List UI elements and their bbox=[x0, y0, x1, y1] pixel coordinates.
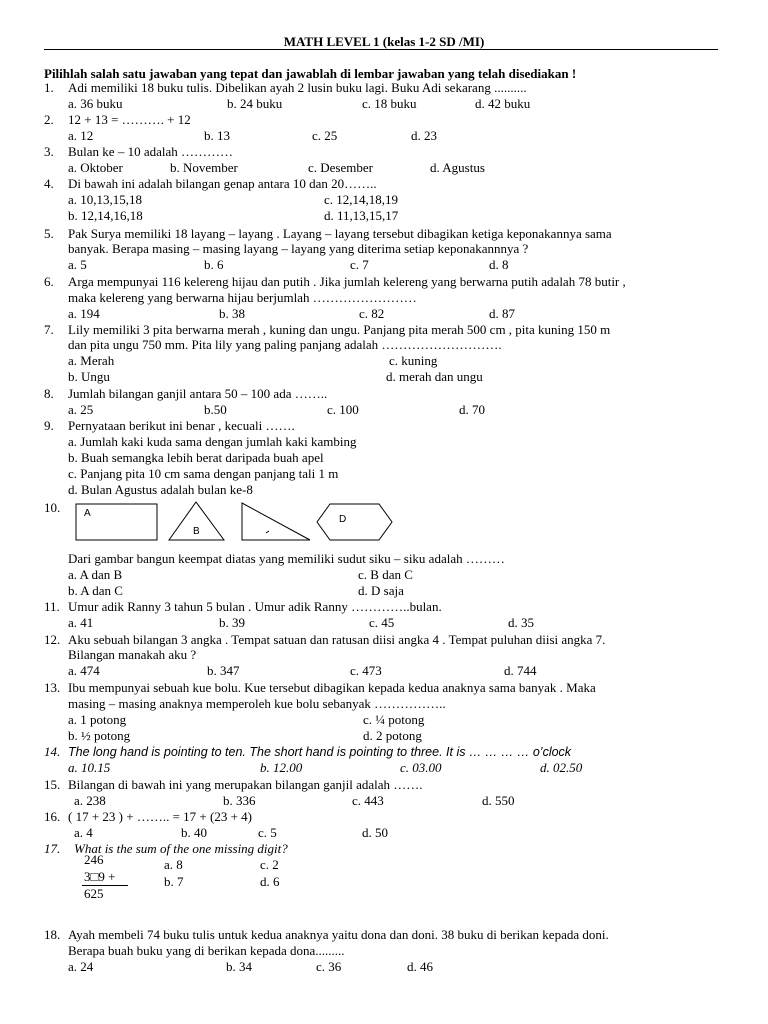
shape-label-a: A bbox=[84, 508, 91, 519]
option-c: c. 03.00 bbox=[400, 760, 442, 775]
option-a: a. Jumlah kaki kuda sama dengan jumlah kaki kambing bbox=[68, 434, 357, 449]
question-number: 16. bbox=[44, 809, 61, 824]
question-number: 11. bbox=[44, 599, 60, 614]
option-c: c. 7 bbox=[350, 257, 369, 272]
option-d: d. 744 bbox=[504, 663, 537, 678]
option-d: d. 550 bbox=[482, 793, 515, 808]
question-number: 12. bbox=[44, 632, 61, 647]
option-a: a. 12 bbox=[68, 128, 94, 143]
option-a: a. 10.15 bbox=[68, 760, 111, 775]
question-text: Dari gambar bangun keempat diatas yang memiliki sudut siku – siku adalah ……… bbox=[68, 551, 505, 566]
question-text: Arga mempunyai 116 kelereng hijau dan putih . Jika jumlah kelereng yang berwarna putih adalah 78 butir , bbox=[68, 274, 626, 289]
option-b: b. 12.00 bbox=[260, 760, 303, 775]
option-a: a. Merah bbox=[68, 353, 115, 368]
option-d: d. 8 bbox=[489, 257, 509, 272]
option-c: c. 82 bbox=[359, 306, 385, 321]
option-d: d. 2 potong bbox=[363, 728, 422, 743]
option-b: b. 38 bbox=[219, 306, 245, 321]
option-a: a. 1 potong bbox=[68, 712, 127, 727]
option-b: b. 347 bbox=[207, 663, 240, 678]
right-triangle-shape-c bbox=[242, 503, 310, 540]
option-a: a. 238 bbox=[74, 793, 106, 808]
question-text: Pernyataan berikut ini benar , kecuali ……. bbox=[68, 418, 295, 433]
question-number: 17. bbox=[44, 841, 61, 856]
option-c: c. Desember bbox=[308, 160, 373, 175]
option-d: d. 70 bbox=[459, 402, 485, 417]
question-text: Aku sebuah bilangan 3 angka . Tempat satuan dan ratusan diisi angka 4 . Tempat puluhan diisi angka 7. bbox=[68, 632, 606, 647]
option-d: d. 11,13,15,17 bbox=[324, 208, 399, 223]
question-number: 4. bbox=[44, 176, 54, 191]
question-number: 18. bbox=[44, 927, 61, 942]
question-text-cont: maka kelereng yang berwarna hijau berjumlah …………………… bbox=[68, 290, 417, 305]
question-text: Pak Surya memiliki 18 layang – layang . Layang – layang tersebut dibagikan ketiga keponakannya sama bbox=[68, 226, 612, 241]
option-b: b. 336 bbox=[223, 793, 256, 808]
option-a: a. 36 buku bbox=[68, 96, 123, 111]
option-c: c. B dan C bbox=[358, 567, 413, 582]
option-c: c. kuning bbox=[389, 353, 438, 368]
option-c: c. 2 bbox=[260, 857, 279, 872]
option-b: b. 13 bbox=[204, 128, 230, 143]
question-text-cont: Bilangan manakah aku ? bbox=[68, 647, 197, 662]
question-text: Umur adik Ranny 3 tahun 5 bulan . Umur adik Ranny …………..bulan. bbox=[68, 599, 442, 614]
option-b: b. 39 bbox=[219, 615, 245, 630]
option-b: b. 6 bbox=[204, 257, 224, 272]
question-number: 14. bbox=[44, 744, 61, 759]
question-text: What is the sum of the one missing digit? bbox=[74, 841, 288, 856]
option-c: c. Panjang pita 10 cm sama dengan panjang tali 1 m bbox=[68, 466, 339, 481]
option-b: b. A dan C bbox=[68, 583, 123, 598]
option-d: d. 6 bbox=[260, 874, 280, 889]
option-b: b. 12,14,16,18 bbox=[68, 208, 143, 223]
question-text: The long hand is pointing to ten. The short hand is pointing to three. It is … … … … o’clock bbox=[68, 745, 572, 759]
option-b: b. 7 bbox=[164, 874, 184, 889]
question-text: Ayah membeli 74 buku tulis untuk kedua anaknya yaitu dona dan doni. 38 buku di berikan kepada doni. bbox=[68, 927, 609, 942]
option-b: b.50 bbox=[204, 402, 227, 417]
question-text: Adi memiliki 18 buku tulis. Dibelikan ayah 2 lusin buku lagi. Buku Adi sekarang .......... bbox=[68, 80, 527, 95]
option-b: b. 34 bbox=[226, 959, 252, 974]
question-number: 9. bbox=[44, 418, 54, 433]
option-c: c. 443 bbox=[352, 793, 384, 808]
option-d: d. D saja bbox=[358, 583, 404, 598]
question-number: 15. bbox=[44, 777, 61, 792]
question-text: Bulan ke – 10 adalah ………… bbox=[68, 144, 233, 159]
option-d: d. 23 bbox=[411, 128, 437, 143]
option-d: d. 42 buku bbox=[475, 96, 531, 111]
option-c: c. ¼ potong bbox=[363, 712, 425, 727]
question-text-cont: masing – masing anaknya memperoleh kue bolu sebanyak …………….. bbox=[68, 696, 446, 711]
option-a: a. 41 bbox=[68, 615, 94, 630]
option-c: c. 18 buku bbox=[362, 96, 417, 111]
hexagon-shape-d bbox=[317, 504, 392, 540]
question-text: Jumlah bilangan ganjil antara 50 – 100 ada …….. bbox=[68, 386, 328, 401]
question-text: Bilangan di bawah ini yang merupakan bilangan ganjil adalah ……. bbox=[68, 777, 423, 792]
option-b: b. November bbox=[170, 160, 238, 175]
question-number: 1. bbox=[44, 80, 54, 95]
question-text: Ibu mempunyai sebuah kue bolu. Kue tersebut dibagikan kepada kedua anaknya sama banyak . Maka bbox=[68, 680, 596, 695]
question-text: 12 + 13 = ………. + 12 bbox=[68, 112, 191, 127]
question-number: 2. bbox=[44, 112, 54, 127]
question-number: 3. bbox=[44, 144, 54, 159]
question-number: 10. bbox=[44, 500, 61, 515]
angle-mark bbox=[266, 531, 269, 533]
addend-2: 3□9 + bbox=[84, 869, 116, 884]
option-a: a. 8 bbox=[164, 857, 183, 872]
question-text-cont: banyak. Berapa masing – masing layang – layang yang diterima setiap keponakannnya ? bbox=[68, 241, 529, 256]
option-a: a. 10,13,15,18 bbox=[68, 192, 143, 207]
option-a: a. 194 bbox=[68, 306, 100, 321]
page-title: MATH LEVEL 1 (kelas 1-2 SD /MI) bbox=[283, 34, 485, 49]
option-c: c. 12,14,18,19 bbox=[324, 192, 399, 207]
question-text-cont: Berapa buah buku yang di berikan kepada dona......... bbox=[68, 943, 345, 958]
option-b: b. Ungu bbox=[68, 369, 110, 384]
option-a: a. 4 bbox=[74, 825, 93, 840]
option-a: a. 5 bbox=[68, 257, 87, 272]
option-a: a. 25 bbox=[68, 402, 94, 417]
sum-result: 625 bbox=[84, 886, 104, 901]
question-text: Lily memiliki 3 pita berwarna merah , kuning dan ungu. Panjang pita merah 500 cm , pita kuning 150 m bbox=[68, 322, 611, 337]
question-number: 7. bbox=[44, 322, 54, 337]
question-number: 8. bbox=[44, 386, 54, 401]
option-c: c. 100 bbox=[327, 402, 359, 417]
title-divider bbox=[44, 49, 718, 50]
shape-label-d: D bbox=[339, 514, 347, 525]
option-c: c. 25 bbox=[312, 128, 338, 143]
option-d: d. Agustus bbox=[430, 160, 485, 175]
instruction: Pilihlah salah satu jawaban yang tepat dan jawablah di lembar jawaban yang telah disediakan ! bbox=[44, 66, 577, 81]
question-text: ( 17 + 23 ) + …….. = 17 + (23 + 4) bbox=[68, 809, 252, 824]
option-c: c. 473 bbox=[350, 663, 382, 678]
option-b: b. ½ potong bbox=[68, 728, 131, 743]
option-d: d. Bulan Agustus adalah bulan ke-8 bbox=[68, 482, 253, 497]
question-number: 13. bbox=[44, 680, 61, 695]
option-c: c. 45 bbox=[369, 615, 395, 630]
question-text-cont: dan pita ungu 750 mm. Pita lily yang paling panjang adalah ………………………. bbox=[68, 337, 502, 352]
option-d: d. merah dan ungu bbox=[386, 369, 483, 384]
option-a: a. A dan B bbox=[68, 567, 123, 582]
option-d: d. 87 bbox=[489, 306, 515, 321]
option-a: a. Oktober bbox=[68, 160, 123, 175]
option-c: c. 5 bbox=[258, 825, 277, 840]
option-d: d. 02.50 bbox=[540, 760, 583, 775]
option-c: c. 36 bbox=[316, 959, 342, 974]
option-a: a. 474 bbox=[68, 663, 100, 678]
option-a: a. 24 bbox=[68, 959, 94, 974]
option-d: d. 46 bbox=[407, 959, 433, 974]
question-number: 6. bbox=[44, 274, 54, 289]
option-b: b. 24 buku bbox=[227, 96, 283, 111]
option-b: b. 40 bbox=[181, 825, 207, 840]
shape-label-b: B bbox=[193, 526, 200, 537]
option-b: b. Buah semangka lebih berat daripada buah apel bbox=[68, 450, 324, 465]
addend-1: 246 bbox=[84, 852, 104, 867]
question-number: 5. bbox=[44, 226, 54, 241]
option-d: d. 50 bbox=[362, 825, 388, 840]
question-text: Di bawah ini adalah bilangan genap antara 10 dan 20…….. bbox=[68, 176, 377, 191]
option-d: d. 35 bbox=[508, 615, 534, 630]
